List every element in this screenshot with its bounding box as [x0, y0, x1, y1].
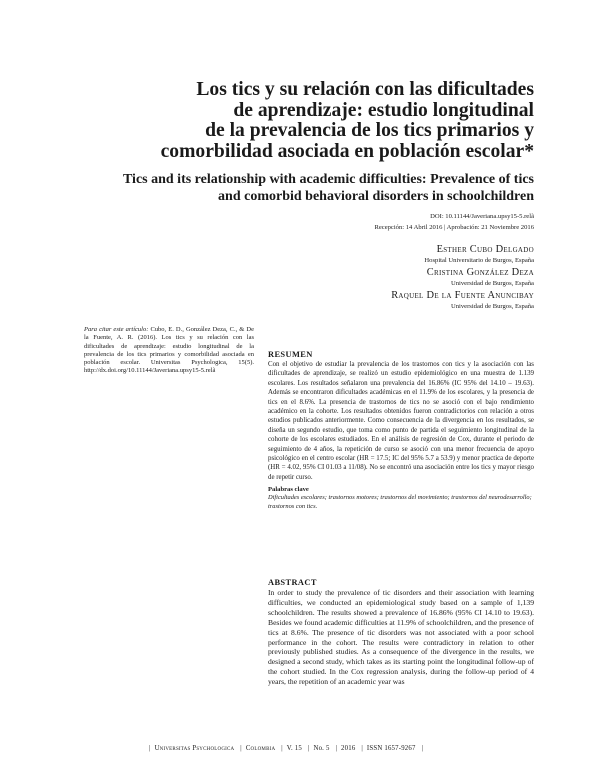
- page-footer: [145, 745, 427, 752]
- author-block: [391, 244, 534, 313]
- author-name: Raquel De la Fuente Anuncibay: [391, 290, 534, 301]
- resumen-heading: RESUMEN: [268, 350, 313, 359]
- author-name: Esther Cubo Delgado: [436, 244, 534, 255]
- abstract-heading: ABSTRACT: [268, 578, 317, 587]
- title-line: Los tics y su relación con las dificultades: [196, 79, 534, 100]
- article-title: [94, 80, 534, 162]
- divider: |: [421, 745, 424, 752]
- divider: |: [281, 745, 283, 752]
- divider: |: [361, 745, 363, 752]
- doi: DOI: 10.11144/Javeriana.upsy15-5.relã: [430, 213, 534, 220]
- citation-lead: Para citar este artículo:: [84, 326, 149, 333]
- abstract-text: In order to study the prevalence of tic disorders and their association with learning difficulties, we conducted an epidemiological study based on a sample of 1,139 schoolchildren. The results showed a prevalence of 16.86% (95% CI 14.10 to 19.63). Besides we found academic difficulties at 11.9% of schoolchildren, and the presence of tics at 8.6%. The presence of tic disorders was not associated with a poor school performance in the cohort. The results were contradictory in relation to other previously published studies. As a consequence of the divergence in the results, we designed a second study, which takes as its starting point the longitudinal follow-up of the cohort studied. In the Cox regression analysis, during the follow-up period of 4 years, the repetition of an academic year was: [268, 588, 534, 687]
- footer-number: No. 5: [313, 745, 330, 752]
- abstract-section: [268, 578, 534, 687]
- divider: |: [240, 745, 242, 752]
- footer-journal: Universitas Psychologica: [154, 745, 235, 752]
- author-affiliation: Universidad de Burgos, España: [450, 303, 534, 310]
- footer-year: 2016: [341, 745, 356, 752]
- author-affiliation: Hospital Universitario de Burgos, España: [424, 257, 534, 264]
- footer-volume: V. 15: [286, 745, 302, 752]
- article-meta: [374, 211, 534, 233]
- footer-country: Colombia: [245, 745, 276, 752]
- subtitle-line: Tics and its relationship with academic difficulties: Prevalence of tics: [122, 172, 534, 187]
- divider: |: [307, 745, 310, 752]
- author-affiliation: Universidad de Burgos, España: [450, 280, 534, 287]
- title-line: de la prevalencia de los tics primarios y: [205, 120, 534, 141]
- citation-note: [84, 326, 254, 376]
- resumen-text: Con el objetivo de estudiar la prevalencia de los trastornos con tics y la asociación con las dificultades de aprendizaje, se realizó un estudio epidemiológico en una muestra de 1.139 escolares. Los resultados señalaron una prevalencia del 16.86% (IC 95% del 14.10 – 19.63). Además se encontraron dificultades académicas en el 11.9% de los escolares, y la presencia de tics en el 8.6%. La presencia de trastornos de tics no se asoció con el bajo rendimiento académico en la cohorte. Los resultados obtenidos fueron contradictorios con relación a otros estudios publicados anteriormente. Como consecuencia de la divergencia en los resultados, se diseña un segundo estudio, que toma como punto de partida el seguimiento longitudinal de la cohorte de los escolares estudiados. En el análisis de regresión de Cox, durante el periodo de seguimiento de 4 años, la repetición de curso se asoció con una menor frecuencia de apoyo psicológico en el centro escolar (HR = 17.5; IC del 95% 5.7 a 53.9) y menor practica de deporte (HR = 4.02, 95% CI 01.03 a 11/08). No se encontró una asociación entre los tics y mayor riesgo de repetir curso.: [268, 361, 534, 481]
- english-title: [64, 172, 534, 205]
- author-name: Cristina González Deza: [426, 267, 534, 278]
- divider: |: [335, 745, 338, 752]
- divider: |: [149, 745, 151, 752]
- resumen-section: [268, 350, 534, 511]
- title-line: comorbilidad asociada en población escolar*: [160, 140, 534, 162]
- footer-issn: ISSN 1657-9267: [366, 745, 416, 752]
- keywords-text: Dificultades escolares; trastornos motores; trastornos del movimiento; trastornos del neurodesarrollo; trastornos con tics.: [268, 494, 532, 510]
- dates: Recepción: 14 Abril 2016 | Aprobación: 21 Noviembre 2016: [374, 224, 534, 231]
- keywords-heading: Palabras clave: [268, 486, 309, 494]
- subtitle-line: and comorbid behavioral disorders in schoolchildren: [218, 188, 534, 204]
- title-line: de aprendizaje: estudio longitudinal: [233, 99, 534, 121]
- citation-text: Cubo, E. D., González Deza, C., & De la Fuente, A. R. (2016). Los tics y su relación con las dificultades de aprendizaje: estudio longitudinal de la prevalencia de los tics primarios y comorbilidad asociada en población escolar. Universitas Psychologica, 15(5). http://dx.doi.org/10.11144/Javeriana.upsy15-5.relã: [84, 326, 254, 375]
